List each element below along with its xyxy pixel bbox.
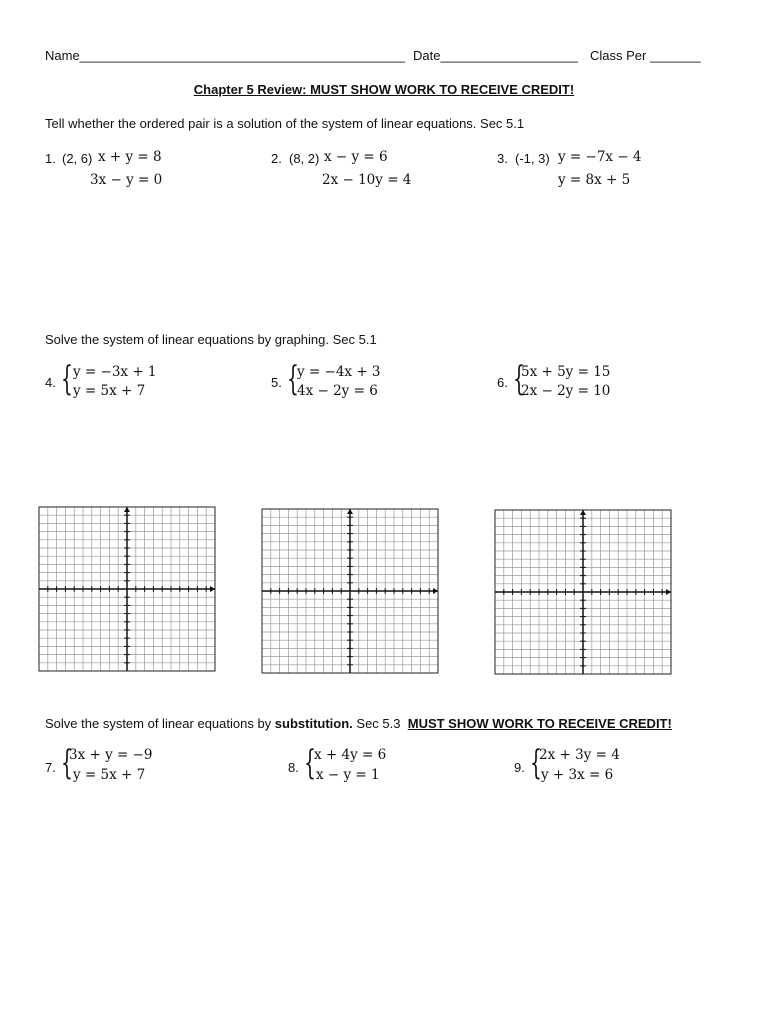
equation-1: y = −3x + 1 (73, 364, 157, 380)
system-brace: { (61, 359, 73, 399)
problem-label: 6. (497, 375, 508, 390)
equation-2: 2x − 2y = 10 (521, 383, 611, 399)
page-title: Chapter 5 Review: MUST SHOW WORK TO RECEIVE CREDIT! (193, 82, 575, 97)
equation-2: x − y = 1 (316, 767, 380, 783)
system-brace: { (530, 743, 542, 783)
problem-label: 7. (45, 760, 56, 775)
equation-2: 4x − 2y = 6 (297, 383, 378, 399)
problem-label: 3. (497, 151, 508, 166)
section3-instruction (45, 716, 672, 731)
system-brace: { (304, 743, 316, 783)
equation-1: 2x + 3y = 4 (539, 747, 620, 763)
problem-label: 9. (514, 760, 525, 775)
system-brace: { (513, 359, 525, 399)
section2-instruction: Solve the system of linear equations by graphing. Sec 5.1 (45, 332, 377, 347)
equation-1: y = −7x − 4 (558, 149, 642, 165)
equation-2: 3x − y = 0 (90, 172, 163, 188)
section1-instruction: Tell whether the ordered pair is a solution of the system of linear equations. Sec 5.1 (45, 116, 525, 131)
equation-2: y = 5x + 7 (73, 767, 146, 783)
equation-2: y = 5x + 7 (73, 383, 146, 399)
problem-label: 2. (271, 151, 282, 166)
name-field[interactable]: Name_____________________________________________ (45, 48, 406, 63)
equation-1: x − y = 6 (324, 149, 388, 165)
ordered-pair: (8, 2) (289, 151, 320, 166)
date-field[interactable]: Date___________________ (413, 48, 578, 63)
instruction-text: Solve the system of linear equations by (45, 716, 275, 731)
equation-2: y = 8x + 5 (558, 172, 631, 188)
equation-1: x + 4y = 6 (314, 747, 387, 763)
coordinate-grid-4[interactable] (38, 506, 216, 672)
equation-1: x + y = 8 (98, 149, 162, 165)
problem-label: 4. (45, 375, 56, 390)
instruction-section: Sec 5.3 (352, 716, 401, 731)
work-warning: MUST SHOW WORK TO RECEIVE CREDIT! (407, 716, 672, 731)
class-period-field[interactable]: Class Per _______ (590, 48, 701, 63)
system-brace: { (287, 359, 299, 399)
problem-label: 1. (45, 151, 56, 166)
equation-2: 2x − 10y = 4 (322, 172, 412, 188)
equation-1: 5x + 5y = 15 (521, 364, 611, 380)
equation-2: y + 3x = 6 (541, 767, 614, 783)
instruction-method: substitution. (274, 716, 353, 731)
problem-label: 8. (288, 760, 299, 775)
equation-1: y = −4x + 3 (297, 364, 381, 380)
coordinate-grid-6[interactable] (494, 509, 672, 675)
equation-1: 3x + y = −9 (69, 747, 153, 763)
system-brace: { (61, 743, 73, 783)
coordinate-grid-5[interactable] (261, 508, 439, 674)
ordered-pair: (2, 6) (62, 151, 93, 166)
problem-label: 5. (271, 375, 282, 390)
ordered-pair: (-1, 3) (515, 151, 550, 166)
